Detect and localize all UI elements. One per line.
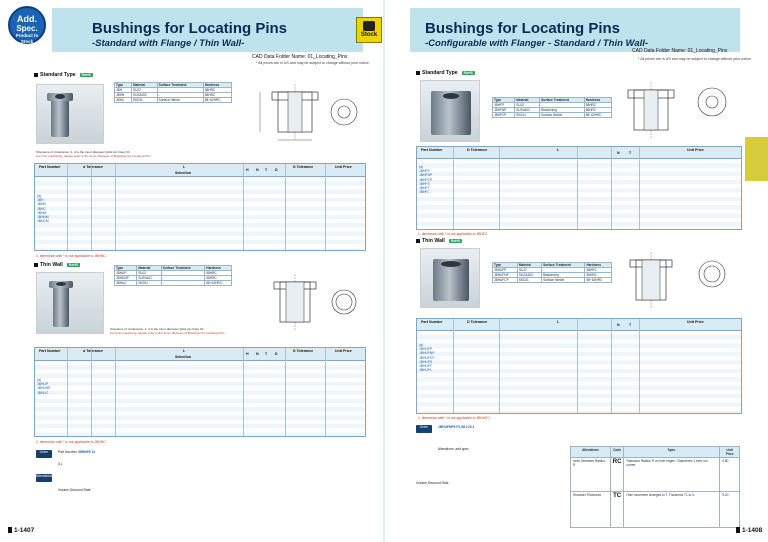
spec-cell: JBHUFNP [493, 273, 518, 278]
footnote-text: 1. dimension with * is not applicable to JBHUFC. [418, 416, 491, 420]
spec-header: Hardness [584, 98, 611, 103]
table-header-cell: T [265, 352, 268, 356]
spec-header: Hardness [585, 263, 612, 268]
left-spec-table-1 [114, 82, 232, 103]
alt-spec: Hole Increment changed to T. Thickness T1 to 4. [624, 492, 720, 528]
alt-spec: Radiused Radius R on hole edges. Chamfered 1 from our corner. [624, 458, 720, 492]
left-standard-type-title [34, 72, 93, 78]
part-number: JBHUFCP [419, 355, 435, 360]
spec-cell: 58~62HRC [203, 98, 231, 103]
bushing-hole-render [56, 282, 66, 286]
spec-cell: - [542, 268, 585, 273]
right-dimension-table-2 [416, 318, 742, 414]
part-number: JBHUFP [419, 347, 433, 352]
spec-cell: - [161, 281, 205, 286]
part-number: JBHUFS [419, 359, 433, 364]
left-standard-product-photo [36, 84, 104, 144]
footnote-text: 1. dimension with * is not applicable to JBHFC. [418, 232, 489, 236]
footnote-text: 1. dimension with * is not applicable to JBHNC. [36, 440, 107, 444]
page-number-text: 1-1408 [742, 527, 763, 534]
section-title-text: Standard Type [422, 70, 458, 76]
right-standard-type-title [416, 70, 475, 76]
stock-label: Stock [360, 32, 378, 38]
alterations-chip: Alterations [36, 474, 52, 482]
right-thin-wall-product-photo [420, 248, 480, 308]
spec-header: Type [115, 266, 137, 271]
spec-cell: - [540, 103, 585, 108]
spec-header: Material [131, 83, 157, 88]
table-header-cell: D Tolerance [467, 320, 488, 324]
right-alterations-table [570, 446, 740, 528]
tolerance-note-line: For hole machining, please refer to the inner diameter of Bushings for Locating Pins. [36, 154, 152, 159]
page-number-text: 1-1407 [14, 527, 35, 534]
table-header-cell: N [256, 352, 259, 356]
spec-header: Hardness [203, 83, 231, 88]
section-marker-icon [34, 263, 38, 267]
tolerance-note-line: Tolerance of d tolerance: 1. d is the inner diameter (pilot pin hole) ±0. [110, 327, 205, 331]
part-number-list [37, 378, 51, 395]
order-example-code: 12 [91, 450, 96, 454]
part-number: JBHN [37, 202, 46, 207]
table-body [35, 361, 365, 436]
left-footnote-1 [36, 254, 107, 258]
spec-cell: SKD11 [137, 281, 161, 286]
table-divider [611, 319, 612, 413]
table-header-cell: Unit Price [335, 165, 352, 169]
table-header-cell: T [629, 151, 632, 155]
spec-cell: SKD11 [515, 113, 540, 118]
part-number: JBHCM [37, 219, 49, 224]
spec-cell: JBHUFCP [493, 278, 518, 283]
order-dimension-labels [58, 462, 63, 466]
page-marker-icon [8, 527, 12, 533]
spec-cell: - [161, 276, 205, 281]
left-price-notice: * All prices are in US and may be subject to change without prior notice. [256, 61, 370, 65]
spec-cell: SUS440C [517, 273, 541, 278]
part-number-list [419, 165, 432, 194]
table-header-cell: D [275, 168, 278, 172]
spec-cell: SUJ2 [137, 271, 161, 276]
spec-header: Surface Treatment [540, 98, 585, 103]
table-divider [285, 348, 286, 436]
left-footnote-2 [36, 440, 107, 444]
left-technical-drawing-1 [240, 70, 370, 150]
volume-discount-note: Volume Discount Rate [58, 488, 91, 492]
table-divider [91, 348, 92, 436]
spec-cell: 58~62HRC [205, 281, 232, 286]
left-dimension-table-1 [34, 163, 366, 251]
spec-cell: SKD11 [131, 98, 157, 103]
table-header-cell: Part Number [421, 320, 443, 324]
table-header-cell: T [629, 323, 632, 327]
table-header-cell: N [256, 168, 259, 172]
spec-cell: Blackening [540, 108, 585, 113]
spec-header: Type [115, 83, 132, 88]
alt-name: Inner Diameter Radius R [571, 458, 611, 492]
part-number: JBHFCP [419, 177, 433, 182]
spec-cell: 58HRC [205, 271, 232, 276]
footnote-text: 1. dimension with * is not applicable to JBHNC. [36, 254, 107, 258]
order-d-label: d [58, 462, 60, 466]
table-divider [67, 348, 68, 436]
table-divider [453, 319, 454, 413]
right-technical-drawing-2 [612, 236, 742, 316]
right-cad-note: CAD Data Folder Name: 01_Locating_Pins [632, 48, 728, 54]
table-header-cell: Selection [175, 355, 191, 359]
part-number: (d) [419, 343, 424, 347]
alt-price: 5.20 [720, 492, 740, 528]
left-dimension-table-2 [34, 347, 366, 437]
spec-header: Surface Treatment [542, 263, 585, 268]
stock-icon [363, 21, 375, 31]
alt-header: Unit Price [720, 447, 740, 458]
table-header-cell: Unit Price [687, 148, 704, 152]
section-marker-icon [416, 239, 420, 243]
spec-header: Surface Treatment [157, 83, 203, 88]
left-cad-note: CAD Data Folder Name: 01_Locating_Pins [252, 54, 348, 60]
spec-cell: JBHUNP [115, 276, 137, 281]
table-divider [499, 319, 500, 413]
spec-cell: JBHUFP [493, 268, 518, 273]
table-header-cell: N [617, 323, 620, 327]
spec-header: Type [493, 98, 515, 103]
left-page-number [8, 527, 34, 534]
add-spec-badge [8, 6, 46, 44]
order-example-code: P1.58 [456, 425, 465, 429]
spec-cell: 56HRC [205, 276, 232, 281]
spec-cell: 56HRC [585, 273, 612, 278]
spec-cell: SUJ2 [515, 103, 540, 108]
part-number-list [419, 343, 435, 372]
table-header-cell: Part Number [39, 165, 61, 169]
order-alteration-note: Alterations: add spec [438, 447, 469, 451]
table-divider [611, 147, 612, 229]
left-technical-drawing-2 [240, 258, 370, 338]
part-number: (d) [419, 165, 424, 169]
right-dimension-table-1 [416, 146, 742, 230]
spec-cell: 58HRC [584, 103, 611, 108]
right-page-title: Bushings for Locating Pins [425, 20, 621, 37]
spec-cell: SUJ2 [517, 268, 541, 273]
spec-cell: JBHFP [493, 103, 515, 108]
spec-header: Surface Treatment [161, 266, 205, 271]
spec-cell: 56HRC [584, 108, 611, 113]
part-number: JBHFS [419, 181, 430, 186]
table-divider [91, 164, 92, 250]
spec-cell: 58HRC [585, 268, 612, 273]
spec-cell: JBHFCP [493, 113, 515, 118]
spec-cell: Surface Nitride [157, 98, 203, 103]
order-example-row [438, 425, 474, 429]
badge-line-2: Spec. [16, 24, 38, 33]
right-technical-drawing-1 [612, 68, 742, 148]
table-header-cell: H [246, 352, 249, 356]
tolerance-note-line: Tolerance of d tolerance: 1. d is the inner diameter (pilot pin hole) ±0. [36, 150, 131, 154]
part-number: (d) [37, 194, 42, 198]
tolerance-note-line: For hole machining, please refer to the inner diameter of Bushings for Locating Pins. [110, 331, 226, 336]
part-number: JBHUFT [419, 364, 432, 369]
bushing-hole-render [55, 94, 65, 99]
spec-cell: SUS440C [137, 276, 161, 281]
spec-cell: JBH [115, 88, 132, 93]
table-divider [67, 164, 68, 250]
left-page-subtitle: -Standard with Flange / Thin Wall- [92, 38, 245, 49]
part-number: JBHUP [37, 382, 49, 387]
alt-code: TC [610, 492, 624, 528]
part-number: JBHFP [419, 169, 430, 174]
part-number: JBHC [37, 206, 46, 211]
right-thin-wall-title [416, 238, 462, 244]
bushing-hole-render [441, 261, 461, 267]
part-number-list [37, 194, 49, 223]
table-header-cell: D Tolerance [293, 165, 314, 169]
table-header-cell: Part Number [421, 148, 443, 152]
table-divider [577, 319, 578, 413]
bushing-hole-render [443, 93, 459, 99]
right-spec-table-1 [492, 97, 612, 118]
spec-cell: Surface Nitride [540, 113, 585, 118]
part-number: JBHUNP [37, 386, 51, 391]
right-footnote-1 [418, 232, 488, 236]
spec-cell: JBHUP [115, 271, 137, 276]
section-title-text: Thin Wall [422, 238, 445, 244]
table-header-cell: L [183, 349, 186, 353]
spec-cell: JBHFNP [493, 108, 515, 113]
right-page-number [736, 527, 762, 534]
spec-cell: JBHN [115, 93, 132, 98]
table-header-cell: D Tolerance [467, 148, 488, 152]
part-number: JBHUFNP [419, 351, 435, 356]
spec-cell: SKD11 [517, 278, 541, 283]
order-note: Part Number [58, 450, 77, 454]
spec-header: Type [493, 263, 518, 268]
alt-header: Spec. [624, 447, 720, 458]
spec-cell: 56HRC [203, 93, 231, 98]
spec-cell: Surface Nitride [542, 278, 585, 283]
table-header-cell: N [617, 151, 620, 155]
spec-cell: 58~62HRC [584, 113, 611, 118]
part-number: JBHFL [419, 190, 430, 195]
left-page-title: Bushings for Locating Pins [92, 20, 288, 37]
order-example-part: JBHNP6 [77, 450, 91, 454]
table-divider [639, 147, 640, 229]
table-body [417, 159, 741, 229]
part-number: JBHFNP [419, 173, 433, 178]
table-divider [285, 164, 286, 250]
spec-cell: SUJ2 [131, 88, 157, 93]
page-gutter [383, 0, 385, 542]
table-body [417, 331, 741, 413]
part-number: JBH [37, 198, 44, 203]
rohs-badge: RoHS [68, 262, 79, 267]
order-example-code-2: L20.1 [465, 425, 475, 429]
section-tab-marker[interactable] [745, 137, 768, 181]
spec-cell: - [157, 88, 203, 93]
rohs-badge: RoHS [450, 238, 461, 243]
table-header-cell: D Tolerance [293, 349, 314, 353]
order-l-label: L [60, 462, 63, 466]
badge-line-3: Product to Stock [15, 33, 39, 44]
order-chip: Order [36, 450, 52, 458]
section-title-text: Thin Wall [40, 262, 63, 268]
spec-cell: SUS440C [515, 108, 540, 113]
bushing-render [53, 283, 69, 327]
alt-name: Shoulder Thickness [571, 492, 611, 528]
table-header-cell: L [557, 320, 560, 324]
table-header [417, 319, 741, 331]
left-tolerance-note-1 [36, 150, 151, 158]
table-divider [115, 348, 116, 436]
table-divider [325, 348, 326, 436]
left-order-example [36, 450, 236, 500]
rohs-badge: RoHS [81, 72, 91, 77]
table-header-cell: Unit Price [687, 320, 704, 324]
alt-header: Code [610, 447, 624, 458]
right-order-example [416, 425, 566, 495]
spec-cell: JBHUC [115, 281, 137, 286]
spec-cell: SUS440C [131, 93, 157, 98]
part-number: JBHM [37, 210, 47, 215]
table-header-cell: Selection [175, 171, 191, 175]
spec-header: Hardness [205, 266, 232, 271]
spec-cell: 58HRC [203, 88, 231, 93]
badge-line-1: Add. [17, 14, 37, 24]
table-divider [115, 164, 116, 250]
part-number: JBHUFL [419, 368, 432, 373]
spec-cell: 58~62HRC [585, 278, 612, 283]
alt-header: Alterations [571, 447, 611, 458]
right-page-subtitle: -Configurable with Flanger - Standard / Thin Wall- [425, 38, 649, 49]
table-header-cell: D [275, 352, 278, 356]
alt-code: RC [610, 458, 624, 492]
table-header [35, 164, 365, 177]
table-divider [243, 348, 244, 436]
table-divider [577, 147, 578, 229]
table-divider [325, 164, 326, 250]
right-price-notice: * All prices are in US and may be subject to change without prior notice. [638, 57, 752, 61]
rohs-badge: RoHS [463, 70, 473, 75]
table-header-cell: T [265, 168, 268, 172]
order-chip: Order [416, 425, 432, 433]
part-number: JBHFT [419, 186, 430, 191]
right-standard-product-photo [420, 80, 480, 142]
order-example-part: JBHUFNP6 [438, 425, 456, 429]
page-marker-icon [736, 527, 740, 533]
left-spec-table-2 [114, 265, 232, 286]
order-example-row [58, 450, 95, 454]
table-header-cell: Unit Price [335, 349, 352, 353]
table-divider [639, 319, 640, 413]
spec-cell: - [157, 93, 203, 98]
table-header-cell: L [557, 148, 560, 152]
spec-cell: - [161, 271, 205, 276]
volume-discount-note: Volume Discount Rate [416, 481, 449, 485]
table-header-cell: Part Number [39, 349, 61, 353]
part-number: JBHUC [37, 390, 49, 395]
table-header-cell: L [183, 165, 186, 169]
left-thin-wall-product-photo [36, 272, 104, 334]
table-body [35, 177, 365, 250]
bushing-render [51, 95, 69, 137]
section-marker-icon [34, 73, 38, 77]
table-divider [499, 147, 500, 229]
table-divider [453, 147, 454, 229]
left-tolerance-note-2 [110, 327, 225, 335]
part-number: (d) [37, 378, 42, 382]
stock-badge [356, 17, 382, 43]
spec-header: Material [517, 263, 541, 268]
table-divider [243, 164, 244, 250]
table-header [417, 147, 741, 159]
table-header-cell: d Tolerance [83, 349, 103, 353]
right-spec-table-2 [492, 262, 612, 283]
table-header-cell: H [246, 168, 249, 172]
left-thin-wall-title [34, 262, 80, 268]
section-title-text: Standard Type [40, 72, 76, 78]
spec-header: Material [137, 266, 161, 271]
section-marker-icon [416, 71, 420, 75]
right-footnote-2 [418, 416, 491, 420]
spec-header: Material [515, 98, 540, 103]
spec-cell: Blackening [542, 273, 585, 278]
table-header-cell: d Tolerance [83, 165, 103, 169]
part-number: JBHNM [37, 215, 49, 220]
alt-price: 4.80 [720, 458, 740, 492]
table-header [35, 348, 365, 361]
spec-cell: JBHC [115, 98, 132, 103]
